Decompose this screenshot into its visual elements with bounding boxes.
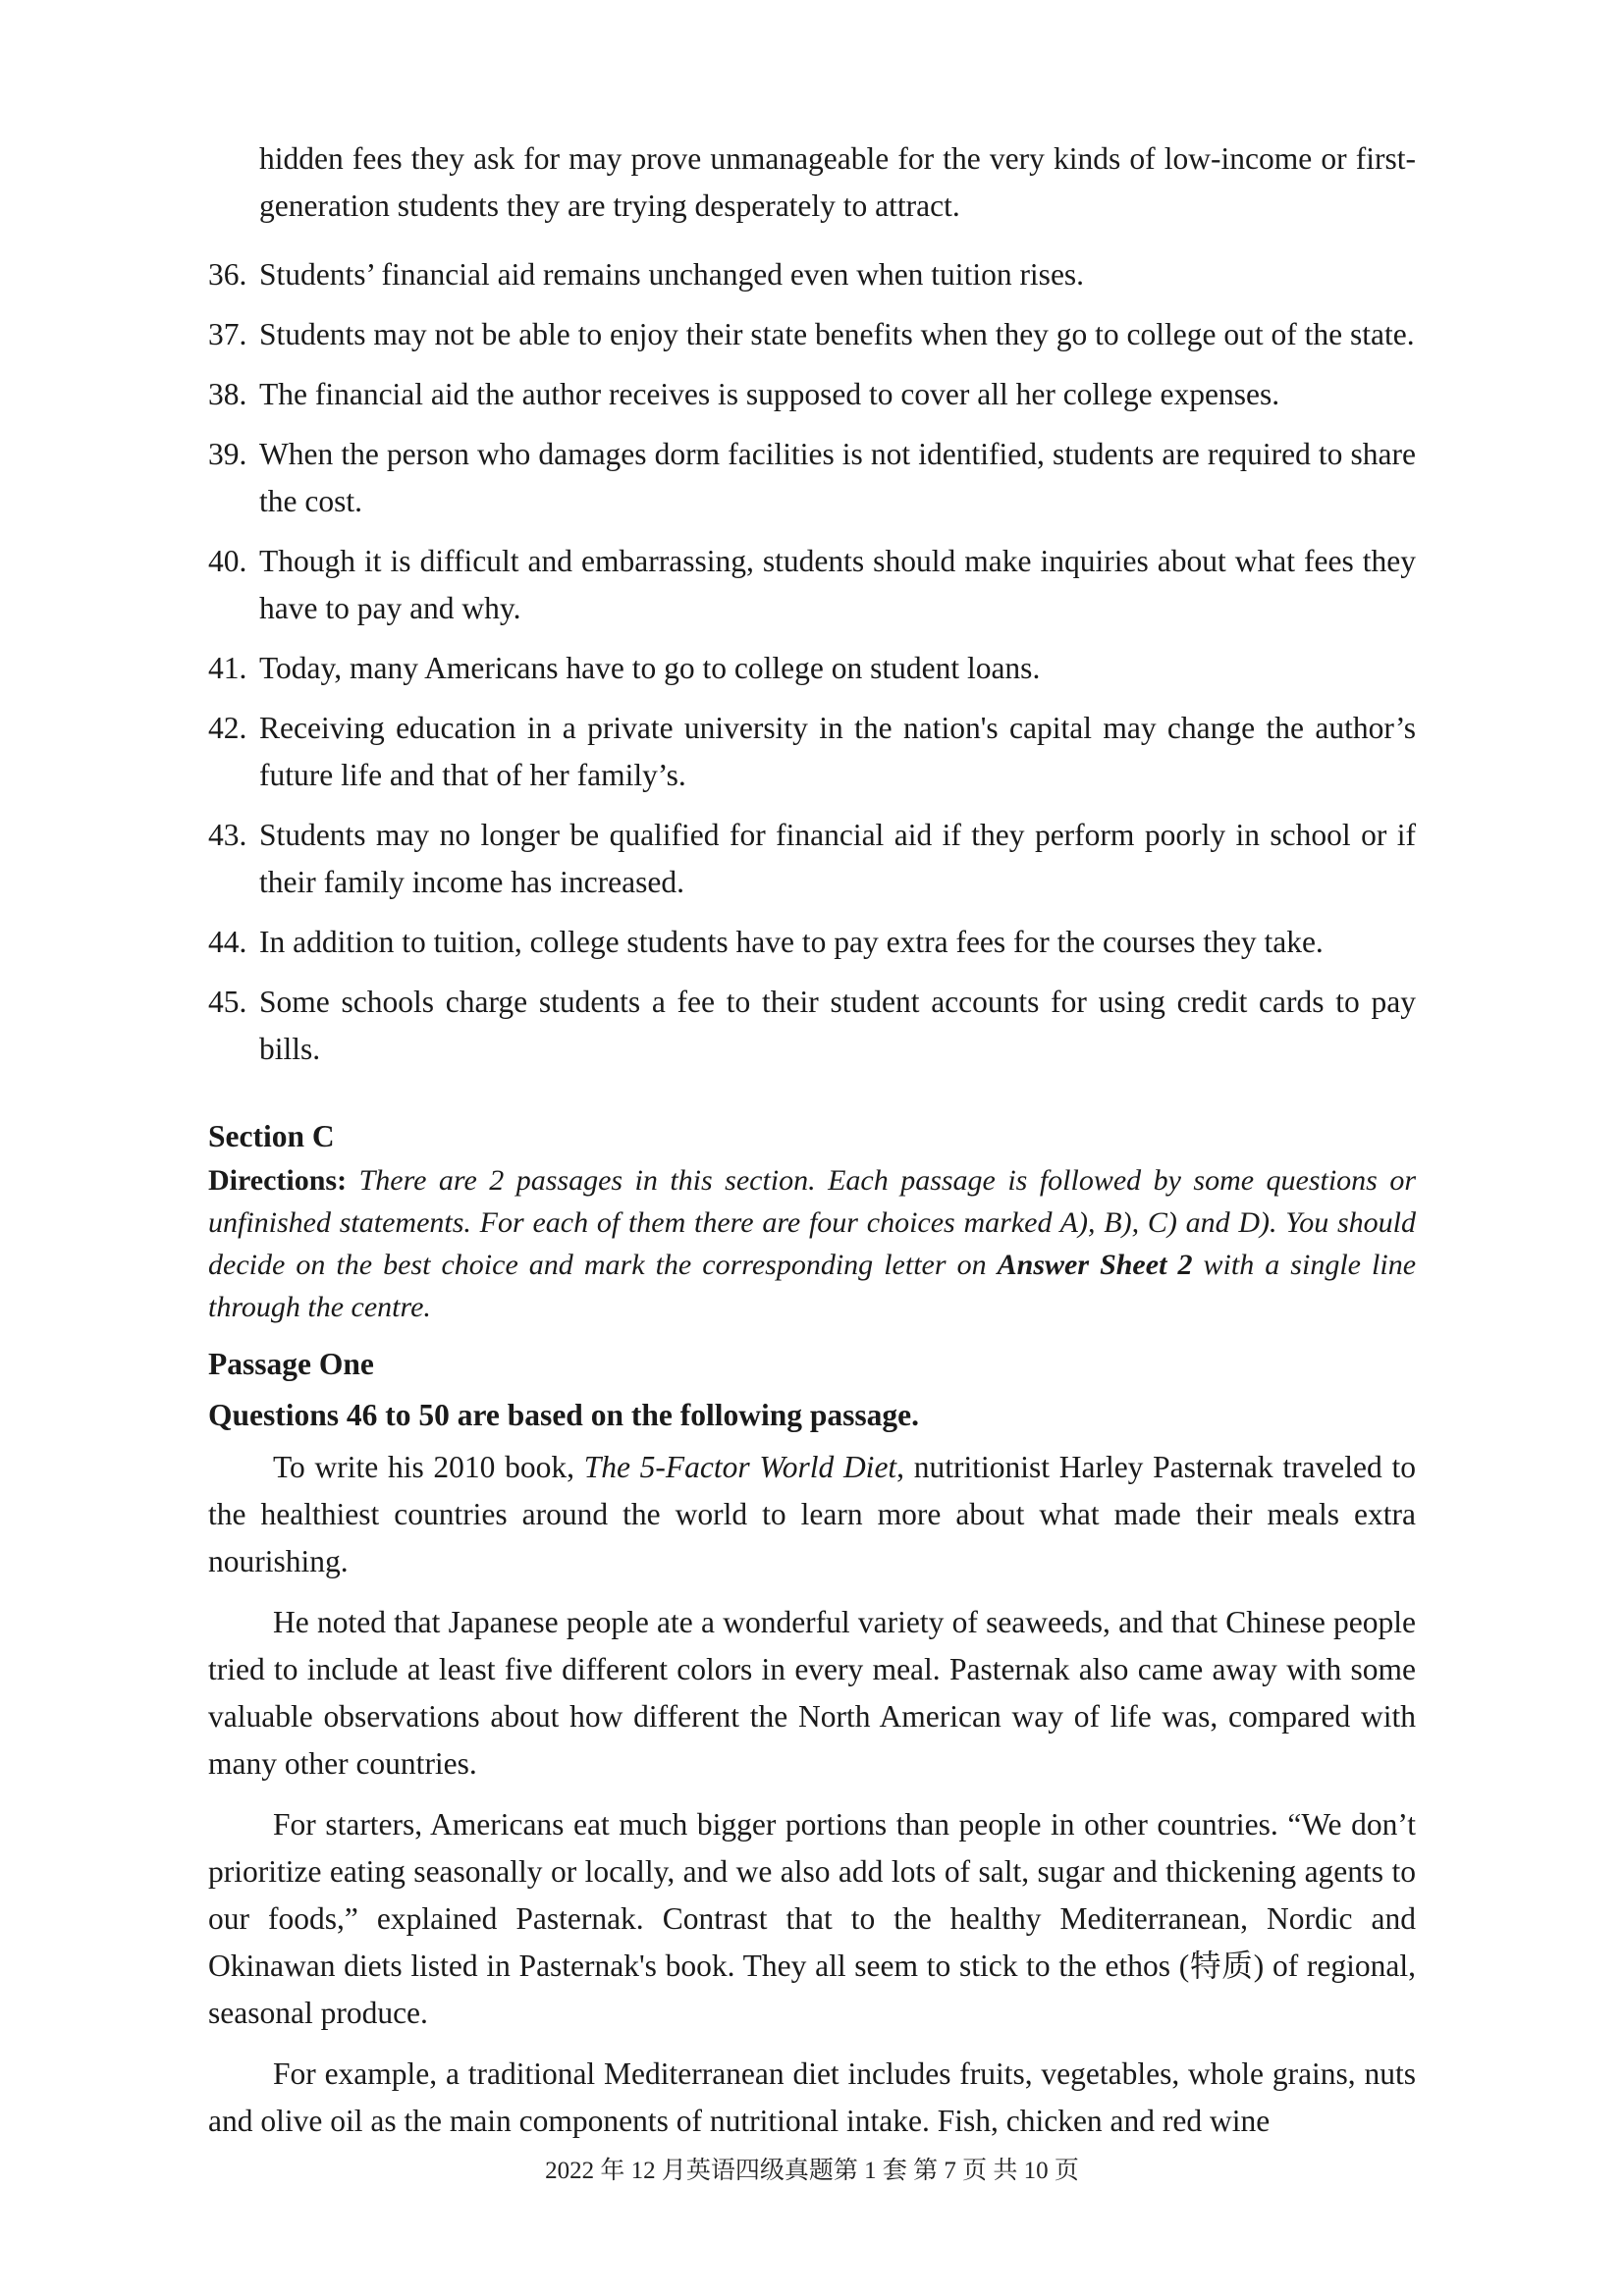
directions-label: Directions: (208, 1164, 348, 1197)
statement-number: 38. (208, 377, 247, 411)
statement-number: 44. (208, 925, 247, 959)
statement-number: 41. (208, 651, 247, 685)
book-title: The 5-Factor World Diet (583, 1450, 897, 1484)
page-footer: 2022 年 12 月英语四级真题第 1 套 第 7 页 共 10 页 (545, 2158, 1079, 2184)
exam-page (208, 135, 1416, 2159)
directions-end: with a single line through the centre. (208, 1249, 1417, 1323)
statement-item (208, 812, 1416, 906)
paragraph-text: To write his 2010 book, (273, 1450, 584, 1484)
statement-text: The financial aid the author receives is supposed to cover all her college expenses. (259, 377, 1280, 411)
passage-paragraph (208, 1444, 1416, 1585)
statement-text: Receiving education in a private university in the nation's capital may change the author’s future life and that of her family’s. (259, 711, 1416, 792)
passage-paragraph: He noted that Japanese people ate a wonderful variety of seaweeds, and that Chinese people tried to include at least five different colors in every meal. Pasternak also came away with some valuable observations about how different the North American way of life was, compared with many other countries. (208, 1605, 1416, 1781)
statement-number: 40. (208, 544, 247, 578)
paragraph-text: , nutritionist Harley Pasternak traveled to the healthiest countries around the world to learn more about what made their meals extra nourishing. (208, 1450, 1416, 1578)
passage-paragraph: For example, a traditional Mediterranean diet includes fruits, vegetables, whole grains, nuts and olive oil as the main components of nutritional intake. Fish, chicken and red wine (208, 2056, 1416, 2138)
statement-item (208, 251, 1416, 298)
statement-item (208, 645, 1416, 692)
answer-sheet-reference: Answer Sheet 2 (997, 1249, 1193, 1281)
passage-paragraph: For starters, Americans eat much bigger portions than people in other countries. “We don’t prioritize eating seasonally or locally, and we also add lots of salt, sugar and thickening agents to our foods,” explained Pasternak. Contrast that to the healthy Mediterranean, Nordic and Okinawan diets listed in Pasternak's book. They all seem to stick to the ethos (特质) of regional, seasonal produce. (208, 1807, 1416, 2030)
statement-continuation: hidden fees they ask for may prove unmanageable for the very kinds of low-income or first-generation students they are trying desperately to attract. (259, 141, 1416, 223)
section-title: Section C (208, 1119, 335, 1153)
statement-item (208, 919, 1416, 966)
statement-number: 39. (208, 437, 247, 471)
statement-item (208, 538, 1416, 632)
statement-number: 42. (208, 711, 247, 745)
statement-text: Some schools charge students a fee to their student accounts for using credit cards to pay bills. (259, 985, 1416, 1066)
statement-number: 37. (208, 317, 247, 351)
questions-instruction: Questions 46 to 50 are based on the following passage. (208, 1398, 919, 1432)
statement-number: 45. (208, 985, 247, 1019)
statement-item (208, 371, 1416, 418)
passage-title: Passage One (208, 1347, 374, 1381)
statement-item (208, 979, 1416, 1073)
section-directions (208, 1159, 1416, 1328)
statement-text: Students may no longer be qualified for financial aid if they perform poorly in school or if their family income has increased. (259, 818, 1416, 899)
statement-number: 36. (208, 257, 247, 292)
statement-text: Students’ financial aid remains unchanged even when tuition rises. (259, 257, 1085, 292)
statement-text: Though it is difficult and embarrassing, students should make inquiries about what fees they have to pay and why. (259, 544, 1416, 625)
statement-item (208, 431, 1416, 525)
statement-number: 43. (208, 818, 247, 852)
statement-text: Today, many Americans have to go to college on student loans. (259, 651, 1041, 685)
statement-item (208, 311, 1416, 358)
statement-text: Students may not be able to enjoy their state benefits when they go to college out of the state. (259, 317, 1415, 351)
directions-text: There are 2 passages in this section. Each passage is followed by some questions or unfinished statements. For each of them there are four choices marked A), B), C) and D). You should decide on the best choice and mark the corresponding letter on (208, 1164, 1416, 1281)
statement-text: When the person who damages dorm facilities is not identified, students are required to share the cost. (259, 437, 1416, 518)
statement-list (208, 251, 1416, 1073)
statement-item (208, 705, 1416, 799)
statement-text: In addition to tuition, college students have to pay extra fees for the courses they take. (259, 925, 1324, 959)
